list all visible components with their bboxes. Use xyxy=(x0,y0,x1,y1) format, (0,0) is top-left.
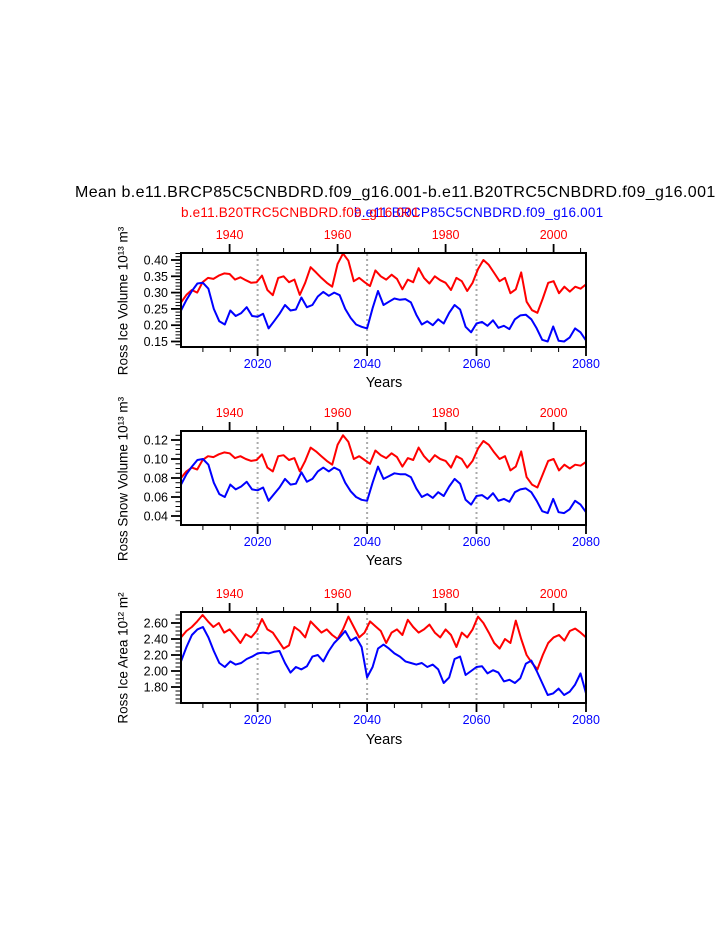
ice-volume-top-tick-label-1980: 1980 xyxy=(431,228,460,242)
ice-area-bottom-tick-label-2040: 2040 xyxy=(353,713,382,727)
snow-volume-bottom-tick-label-2040: 2040 xyxy=(353,535,382,549)
ice-volume-top-tick-label-2000: 2000 xyxy=(539,228,568,242)
ice-volume-y-tick-label-0.25: 0.25 xyxy=(143,302,168,317)
snow-volume-top-tick-label-1980: 1980 xyxy=(431,406,460,420)
ice-area-y-tick-label-2.60: 2.60 xyxy=(143,616,168,631)
legend-label-historical: b.e11.B20TRC5CNBDRD.f09_g16.001 xyxy=(181,205,420,220)
ice-area-top-tick-label-1940: 1940 xyxy=(215,587,244,601)
snow-volume-y-tick-label-0.12: 0.12 xyxy=(143,433,168,448)
ice-area-bottom-tick-label-2080: 2080 xyxy=(572,713,600,727)
ice-area-series-line-historical xyxy=(181,615,586,669)
ice-volume-top-tick-label-1960: 1960 xyxy=(323,228,352,242)
ice-volume-plot-frame xyxy=(181,253,586,347)
ice-area-x-axis-title: Years xyxy=(365,732,403,748)
ice-volume-bottom-tick-label-2060: 2060 xyxy=(462,357,491,371)
snow-volume-y-tick-label-0.04: 0.04 xyxy=(143,509,168,524)
figure-title: Mean b.e11.BRCP85C5CNBDRD.f09_g16.001-b.e11.B20TRC5CNBDRD.f09_g16.001 xyxy=(75,184,716,201)
ice-volume-y-tick-label-0.15: 0.15 xyxy=(143,335,168,349)
ice-area-y-tick-label-2.00: 2.00 xyxy=(143,664,168,679)
ice-volume-y-tick-label-0.20: 0.20 xyxy=(143,318,168,333)
ice-area-plot-frame xyxy=(181,612,586,703)
ice-volume-top-tick-label-1940: 1940 xyxy=(215,228,244,242)
snow-volume-x-axis-title: Years xyxy=(365,553,403,569)
ice-area-y-tick-label-2.40: 2.40 xyxy=(143,632,168,647)
ice-area-y-tick-label-1.80: 1.80 xyxy=(143,680,168,695)
ice-volume-bottom-tick-label-2080: 2080 xyxy=(572,357,600,371)
ice-area-top-tick-label-2000: 2000 xyxy=(539,587,568,601)
ice-area-top-tick-label-1980: 1980 xyxy=(431,587,460,601)
ice-volume-y-tick-label-0.35: 0.35 xyxy=(143,269,168,284)
ice-volume-y-tick-label-0.40: 0.40 xyxy=(143,253,168,268)
snow-volume-top-tick-label-2000: 2000 xyxy=(539,406,568,420)
ice-area-top-tick-label-1960: 1960 xyxy=(323,587,352,601)
ncl-figure: 1940 1960 1980 2000 2020 2040 2060 2080 0.15 0.20 0.25 0.30 0.35 0.40 1940 1960 1980 2000 2020 2040 2060 2080 0.04 0.06 0.08 0.10 0.12 1940 1960 1980 2000 2020 2040 2060 2080 1.80 2.00 2.20 2.40 2.60 Mean b.e11.BRCP85C5CNBDRD.f09_g16.001-b.e11.B20TRC5CNBDRD.f09_g16.001 b.e11.BRCP85C5CNBDRD.f09_g16.001 b.e11.B20TRC5CNBDRD.f09_g16.001 Ross Ice Volume 10¹³ m³ Ross Snow Volume 10¹³ m³ Ross Ice Area 10¹² m² Years Years Years xyxy=(0,0,723,935)
snow-volume-y-tick-label-0.10: 0.10 xyxy=(143,452,168,467)
ice-area-y-tick-label-2.20: 2.20 xyxy=(143,648,168,663)
ice-volume-x-axis-title: Years xyxy=(365,375,403,391)
snow-volume-bottom-tick-label-2020: 2020 xyxy=(243,535,272,549)
snow-volume-bottom-tick-label-2080: 2080 xyxy=(572,535,600,549)
snow-volume-y-tick-label-0.06: 0.06 xyxy=(143,490,168,505)
snow-volume-top-tick-label-1960: 1960 xyxy=(323,406,352,420)
snow-volume-top-tick-label-1940: 1940 xyxy=(215,406,244,420)
ice-volume-y-tick-label-0.30: 0.30 xyxy=(143,286,168,301)
snow-volume-bottom-tick-label-2060: 2060 xyxy=(462,535,491,549)
ice-area-bottom-tick-label-2060: 2060 xyxy=(462,713,491,727)
ice-volume-bottom-tick-label-2040: 2040 xyxy=(353,357,382,371)
snow-volume-y-tick-label-0.08: 0.08 xyxy=(143,471,168,486)
legend-label-rcp85: b.e11.BRCP85C5CNBDRD.f09_g16.001 xyxy=(354,205,604,220)
ice-volume-bottom-tick-label-2020: 2020 xyxy=(243,357,272,371)
ice-area-bottom-tick-label-2020: 2020 xyxy=(243,713,272,727)
